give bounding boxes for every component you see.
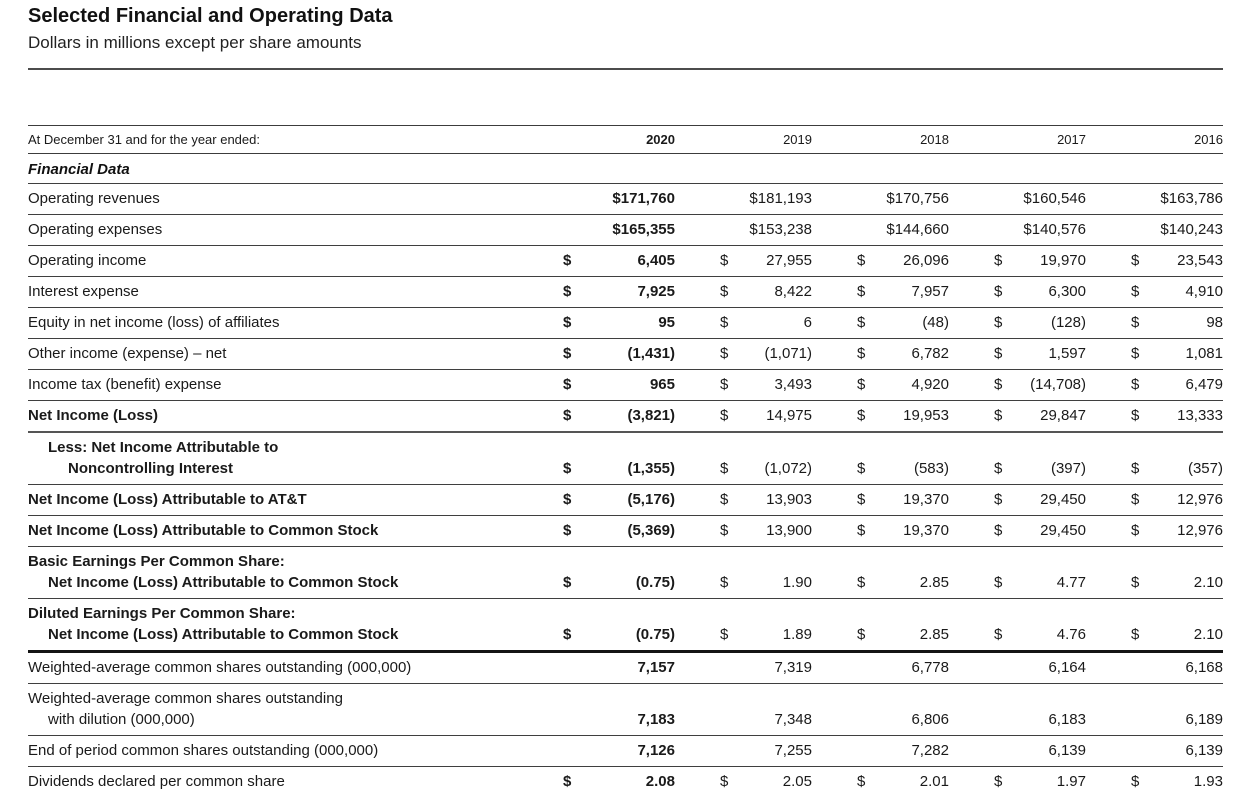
- cell-value: 7,183: [637, 711, 675, 728]
- value-cell-2020: [563, 458, 675, 479]
- value-cell-2016: [1131, 520, 1223, 541]
- value-cell-2018: [857, 657, 949, 678]
- currency-symbol: $: [1131, 283, 1140, 300]
- value-cell-2017: [994, 188, 1086, 209]
- value-cell-2016: [1131, 657, 1223, 678]
- currency-symbol: $: [720, 626, 729, 643]
- cell-value: 8,422: [774, 283, 812, 300]
- value-cell-2019: [720, 572, 812, 593]
- value-cell-2016: [1131, 219, 1223, 240]
- table-row: [28, 653, 1223, 684]
- currency-symbol: $: [994, 345, 1003, 362]
- value-cell-2016: [1131, 312, 1223, 333]
- currency-symbol: $: [720, 574, 729, 591]
- value-cell-2018: [857, 405, 949, 426]
- cell-value: 12,976: [1177, 491, 1223, 508]
- cell-value: 7,157: [637, 659, 675, 676]
- value-cell-2016: [1131, 188, 1223, 209]
- table-row: [28, 308, 1223, 339]
- currency-symbol: $: [720, 252, 729, 269]
- cell-value: 4.76: [1056, 626, 1086, 643]
- currency-symbol: $: [857, 407, 866, 424]
- row-label: Operating revenues: [28, 190, 160, 207]
- cell-value: 19,370: [903, 522, 949, 539]
- value-cell-2018: [857, 219, 949, 240]
- currency-symbol: $: [1131, 345, 1140, 362]
- value-cell-2017: [994, 374, 1086, 395]
- cell-value: (3,821): [627, 407, 675, 424]
- cell-value: (1,431): [627, 345, 675, 362]
- value-cell-2016: [1131, 281, 1223, 302]
- cell-value: 6,139: [1048, 742, 1086, 759]
- value-cell-2018: [857, 281, 949, 302]
- row-label: Less: Net Income Attributable to Noncontrolling Interest: [48, 439, 279, 477]
- value-cell-2016: [1131, 343, 1223, 364]
- currency-symbol: $: [857, 345, 866, 362]
- value-cell-2018: [857, 374, 949, 395]
- currency-symbol: $: [563, 376, 572, 393]
- currency-symbol: $: [563, 407, 572, 424]
- currency-symbol: $: [1131, 460, 1140, 477]
- value-cell-2020: [563, 374, 675, 395]
- cell-value: 4,920: [911, 376, 949, 393]
- currency-symbol: $: [1131, 252, 1140, 269]
- cell-value: $165,355: [612, 221, 675, 238]
- value-cell-2016: [1131, 624, 1223, 645]
- cell-value: 6,183: [1048, 711, 1086, 728]
- table-row: [28, 370, 1223, 401]
- currency-symbol: $: [563, 252, 572, 269]
- currency-symbol: $: [857, 626, 866, 643]
- year-header-2018: 2018: [920, 132, 949, 147]
- value-cell-2017: [994, 771, 1086, 792]
- value-cell-2019: [720, 281, 812, 302]
- value-cell-2018: [857, 489, 949, 510]
- cell-value: (1,071): [764, 345, 812, 362]
- cell-value: (357): [1187, 460, 1223, 477]
- value-cell-2018: [857, 709, 949, 730]
- value-cell-2019: [720, 709, 812, 730]
- value-cell-2017: [994, 740, 1086, 761]
- cell-value: 7,925: [637, 283, 675, 300]
- table-row: [28, 184, 1223, 215]
- cell-value: 13,900: [766, 522, 812, 539]
- currency-symbol: $: [994, 407, 1003, 424]
- currency-symbol: $: [563, 345, 572, 362]
- cell-value: 27,955: [766, 252, 812, 269]
- cell-value: 29,450: [1040, 491, 1086, 508]
- value-cell-2017: [994, 657, 1086, 678]
- value-cell-2017: [994, 250, 1086, 271]
- cell-value: (1,355): [627, 460, 675, 477]
- value-cell-2018: [857, 771, 949, 792]
- value-cell-2019: [720, 624, 812, 645]
- currency-symbol: $: [1131, 491, 1140, 508]
- cell-value: 4.77: [1056, 574, 1086, 591]
- currency-symbol: $: [563, 773, 572, 790]
- cell-value: 19,970: [1040, 252, 1086, 269]
- currency-symbol: $: [994, 376, 1003, 393]
- currency-symbol: $: [1131, 626, 1140, 643]
- currency-symbol: $: [994, 460, 1003, 477]
- value-cell-2019: [720, 740, 812, 761]
- row-label: Diluted Earnings Per Common Share: Net Income (Loss) Attributable to Common Stock: [28, 605, 399, 643]
- table-row: [28, 433, 1223, 485]
- cell-value: 2.85: [919, 574, 949, 591]
- cell-value: 2.01: [919, 773, 949, 790]
- cell-value: 19,370: [903, 491, 949, 508]
- table-row: [28, 547, 1223, 599]
- cell-value: $144,660: [886, 221, 949, 238]
- value-cell-2017: [994, 219, 1086, 240]
- value-cell-2018: [857, 458, 949, 479]
- cell-value: 7,282: [911, 742, 949, 759]
- row-label: Operating expenses: [28, 221, 163, 238]
- cell-value: (583): [913, 460, 949, 477]
- value-cell-2018: [857, 250, 949, 271]
- currency-symbol: $: [1131, 574, 1140, 591]
- value-cell-2016: [1131, 489, 1223, 510]
- value-cell-2016: [1131, 405, 1223, 426]
- value-cell-2016: [1131, 709, 1223, 730]
- cell-value: 29,847: [1040, 407, 1086, 424]
- cell-value: 23,543: [1177, 252, 1223, 269]
- currency-symbol: $: [857, 574, 866, 591]
- value-cell-2017: [994, 572, 1086, 593]
- currency-symbol: $: [994, 522, 1003, 539]
- cell-value: $163,786: [1160, 190, 1223, 207]
- value-cell-2017: [994, 458, 1086, 479]
- cell-value: 3,493: [774, 376, 812, 393]
- value-cell-2018: [857, 740, 949, 761]
- currency-symbol: $: [563, 522, 572, 539]
- currency-symbol: $: [720, 773, 729, 790]
- row-label: Income tax (benefit) expense: [28, 376, 222, 393]
- table-header-label: At December 31 and for the year ended:: [28, 132, 260, 147]
- currency-symbol: $: [720, 283, 729, 300]
- value-cell-2018: [857, 343, 949, 364]
- currency-symbol: $: [857, 773, 866, 790]
- value-cell-2019: [720, 657, 812, 678]
- cell-value: 2.08: [645, 773, 675, 790]
- year-header-2017: 2017: [1057, 132, 1086, 147]
- row-label: Net Income (Loss) Attributable to AT&T: [28, 491, 307, 508]
- table-row: [28, 599, 1223, 653]
- cell-value: 14,975: [766, 407, 812, 424]
- currency-symbol: $: [563, 574, 572, 591]
- cell-value: 4,910: [1185, 283, 1223, 300]
- value-cell-2018: [857, 572, 949, 593]
- table-row: [28, 401, 1223, 433]
- row-label: Net Income (Loss) Attributable to Common Stock: [28, 522, 379, 539]
- value-cell-2016: [1131, 740, 1223, 761]
- value-cell-2020: [563, 281, 675, 302]
- value-cell-2020: [563, 312, 675, 333]
- value-cell-2017: [994, 281, 1086, 302]
- value-cell-2016: [1131, 374, 1223, 395]
- value-cell-2019: [720, 458, 812, 479]
- row-label: Operating income: [28, 252, 147, 269]
- cell-value: 6,806: [911, 711, 949, 728]
- cell-value: (0.75): [635, 626, 675, 643]
- cell-value: 2.85: [919, 626, 949, 643]
- value-cell-2019: [720, 312, 812, 333]
- currency-symbol: $: [563, 314, 572, 331]
- cell-value: 26,096: [903, 252, 949, 269]
- cell-value: 7,255: [774, 742, 812, 759]
- year-header-2016: 2016: [1194, 132, 1223, 147]
- value-cell-2017: [994, 489, 1086, 510]
- value-cell-2020: [563, 489, 675, 510]
- value-cell-2020: [563, 709, 675, 730]
- value-cell-2017: [994, 343, 1086, 364]
- value-cell-2017: [994, 312, 1086, 333]
- table-row: [28, 736, 1223, 767]
- value-cell-2019: [720, 188, 812, 209]
- currency-symbol: $: [720, 376, 729, 393]
- value-cell-2019: [720, 520, 812, 541]
- currency-symbol: $: [994, 491, 1003, 508]
- table-row: [28, 246, 1223, 277]
- cell-value: 1.93: [1193, 773, 1223, 790]
- cell-value: (128): [1050, 314, 1086, 331]
- page-subtitle: Dollars in millions except per share amounts: [28, 33, 362, 52]
- value-cell-2017: [994, 709, 1086, 730]
- cell-value: 2.10: [1193, 626, 1223, 643]
- value-cell-2019: [720, 343, 812, 364]
- currency-symbol: $: [720, 491, 729, 508]
- cell-value: $160,546: [1023, 190, 1086, 207]
- table-row: [28, 277, 1223, 308]
- cell-value: $140,243: [1160, 221, 1223, 238]
- row-label: Net Income (Loss): [28, 407, 159, 424]
- value-cell-2020: [563, 343, 675, 364]
- currency-symbol: $: [720, 314, 729, 331]
- currency-symbol: $: [857, 491, 866, 508]
- value-cell-2016: [1131, 771, 1223, 792]
- cell-value: 6,782: [911, 345, 949, 362]
- cell-value: $171,760: [612, 190, 675, 207]
- cell-value: $153,238: [749, 221, 812, 238]
- cell-value: 1,597: [1048, 345, 1086, 362]
- currency-symbol: $: [563, 460, 572, 477]
- currency-symbol: $: [857, 283, 866, 300]
- year-header-2019: 2019: [783, 132, 812, 147]
- value-cell-2020: [563, 657, 675, 678]
- value-cell-2020: [563, 771, 675, 792]
- cell-value: 95: [658, 314, 675, 331]
- currency-symbol: $: [857, 460, 866, 477]
- value-cell-2019: [720, 374, 812, 395]
- value-cell-2020: [563, 572, 675, 593]
- section-header-financial-data: Financial Data: [28, 154, 1223, 184]
- cell-value: (1,072): [764, 460, 812, 477]
- cell-value: (14,708): [1030, 376, 1086, 393]
- table-body: [28, 184, 1223, 797]
- value-cell-2020: [563, 219, 675, 240]
- row-label: Weighted-average common shares outstanding with dilution (000,000): [28, 690, 343, 728]
- cell-value: 965: [649, 376, 675, 393]
- page-title: Selected Financial and Operating Data: [28, 5, 393, 27]
- currency-symbol: $: [720, 460, 729, 477]
- cell-value: 7,957: [911, 283, 949, 300]
- cell-value: 6,778: [911, 659, 949, 676]
- currency-symbol: $: [857, 522, 866, 539]
- currency-symbol: $: [1131, 407, 1140, 424]
- cell-value: 6,405: [637, 252, 675, 269]
- currency-symbol: $: [1131, 376, 1140, 393]
- row-label: Other income (expense) – net: [28, 345, 227, 362]
- value-cell-2020: [563, 188, 675, 209]
- cell-value: (0.75): [635, 574, 675, 591]
- table-row: [28, 684, 1223, 736]
- cell-value: 6,300: [1048, 283, 1086, 300]
- cell-value: 7,126: [637, 742, 675, 759]
- value-cell-2016: [1131, 572, 1223, 593]
- cell-value: 1.97: [1056, 773, 1086, 790]
- cell-value: (48): [922, 314, 949, 331]
- currency-symbol: $: [994, 252, 1003, 269]
- value-cell-2020: [563, 520, 675, 541]
- cell-value: 6: [803, 314, 812, 331]
- table-row: [28, 215, 1223, 246]
- value-cell-2019: [720, 219, 812, 240]
- value-cell-2020: [563, 740, 675, 761]
- currency-symbol: $: [994, 773, 1003, 790]
- value-cell-2016: [1131, 458, 1223, 479]
- value-cell-2018: [857, 624, 949, 645]
- cell-value: 6,168: [1185, 659, 1223, 676]
- value-cell-2017: [994, 520, 1086, 541]
- row-label: Equity in net income (loss) of affiliates: [28, 314, 280, 331]
- spacer: [28, 70, 1223, 125]
- cell-value: 6,189: [1185, 711, 1223, 728]
- table-header-row: [28, 125, 1223, 154]
- cell-value: 12,976: [1177, 522, 1223, 539]
- cell-value: 6,139: [1185, 742, 1223, 759]
- value-cell-2017: [994, 405, 1086, 426]
- cell-value: 19,953: [903, 407, 949, 424]
- row-label: Weighted-average common shares outstanding (000,000): [28, 659, 412, 676]
- value-cell-2018: [857, 188, 949, 209]
- cell-value: 7,348: [774, 711, 812, 728]
- row-label: Interest expense: [28, 283, 139, 300]
- currency-symbol: $: [720, 407, 729, 424]
- value-cell-2020: [563, 624, 675, 645]
- value-cell-2019: [720, 250, 812, 271]
- cell-value: 1.90: [782, 574, 812, 591]
- cell-value: 1.89: [782, 626, 812, 643]
- currency-symbol: $: [563, 491, 572, 508]
- cell-value: 29,450: [1040, 522, 1086, 539]
- table-row: [28, 339, 1223, 370]
- currency-symbol: $: [857, 376, 866, 393]
- currency-symbol: $: [1131, 522, 1140, 539]
- value-cell-2020: [563, 250, 675, 271]
- value-cell-2018: [857, 312, 949, 333]
- table-row: [28, 485, 1223, 516]
- cell-value: 6,479: [1185, 376, 1223, 393]
- value-cell-2019: [720, 405, 812, 426]
- row-label: Dividends declared per common share: [28, 773, 285, 790]
- cell-value: $181,193: [749, 190, 812, 207]
- currency-symbol: $: [1131, 773, 1140, 790]
- cell-value: 2.10: [1193, 574, 1223, 591]
- cell-value: (5,369): [627, 522, 675, 539]
- value-cell-2018: [857, 520, 949, 541]
- currency-symbol: $: [994, 574, 1003, 591]
- currency-symbol: $: [720, 522, 729, 539]
- value-cell-2020: [563, 405, 675, 426]
- cell-value: 13,903: [766, 491, 812, 508]
- value-cell-2016: [1131, 250, 1223, 271]
- cell-value: 6,164: [1048, 659, 1086, 676]
- currency-symbol: $: [857, 314, 866, 331]
- table-row: [28, 516, 1223, 547]
- value-cell-2017: [994, 624, 1086, 645]
- currency-symbol: $: [857, 252, 866, 269]
- currency-symbol: $: [563, 626, 572, 643]
- value-cell-2019: [720, 489, 812, 510]
- year-header-2020: 2020: [646, 132, 675, 147]
- cell-value: $170,756: [886, 190, 949, 207]
- value-cell-2019: [720, 771, 812, 792]
- table-row: [28, 767, 1223, 797]
- cell-value: 7,319: [774, 659, 812, 676]
- cell-value: 98: [1206, 314, 1223, 331]
- cell-value: (5,176): [627, 491, 675, 508]
- currency-symbol: $: [994, 314, 1003, 331]
- currency-symbol: $: [720, 345, 729, 362]
- currency-symbol: $: [563, 283, 572, 300]
- row-label: Basic Earnings Per Common Share: Net Income (Loss) Attributable to Common Stock: [28, 553, 399, 591]
- currency-symbol: $: [1131, 314, 1140, 331]
- currency-symbol: $: [994, 626, 1003, 643]
- cell-value: 13,333: [1177, 407, 1223, 424]
- row-label: End of period common shares outstanding (000,000): [28, 742, 379, 759]
- cell-value: (397): [1050, 460, 1086, 477]
- cell-value: 1,081: [1185, 345, 1223, 362]
- currency-symbol: $: [994, 283, 1003, 300]
- cell-value: $140,576: [1023, 221, 1086, 238]
- cell-value: 2.05: [782, 773, 812, 790]
